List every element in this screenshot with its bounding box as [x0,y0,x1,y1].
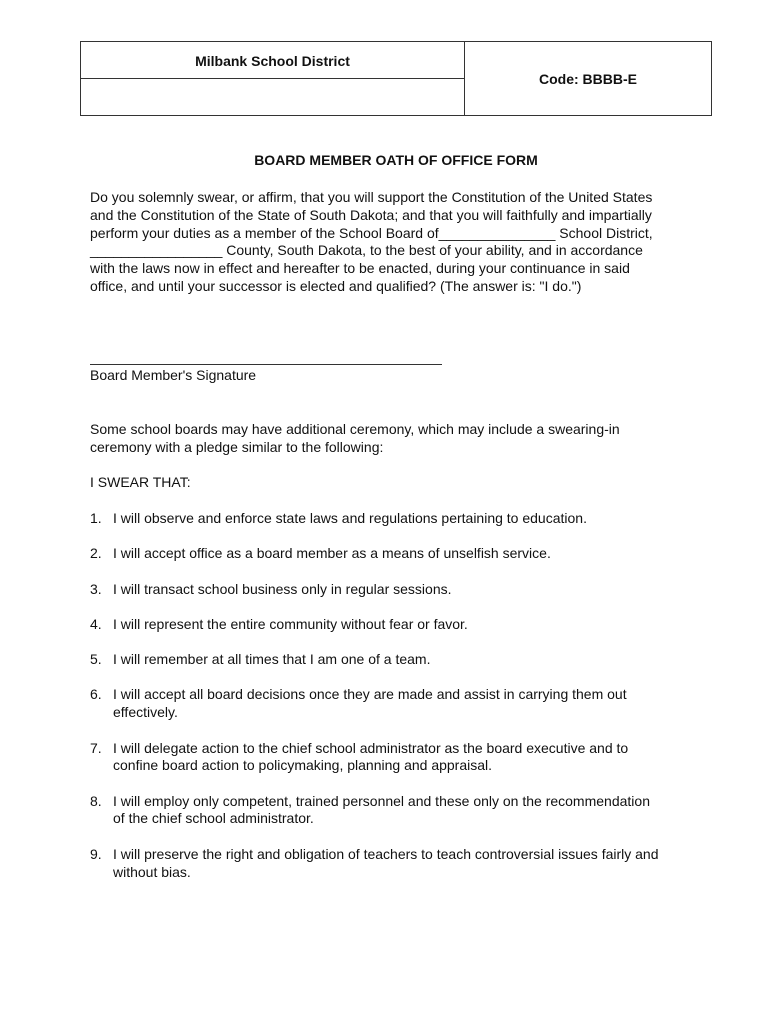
list-item [90,510,710,528]
pledge-text [113,651,710,669]
pledge-text [113,510,710,528]
pledge-line: I will delegate action to the chief school administrator as the board executive and to [113,739,629,756]
oath-line: perform your duties as a member of the School Board of_______________ School District, [90,224,653,241]
pledge-text [113,686,710,722]
pledge-list [90,510,710,899]
pledge-line: I will employ only competent, trained personnel and these only on the recommendation [113,792,650,809]
pledge-number: 2. [90,545,102,562]
oath-line: with the laws now in effect and hereafter to be enacted, during your continuance in said [90,260,630,277]
pledge-number: 3. [90,580,102,597]
pledge-text [113,793,710,829]
form-title: BOARD MEMBER OATH OF OFFICE FORM [254,152,538,168]
pledge-line: I will preserve the right and obligation of teachers to teach controversial issues fairly and [113,845,659,862]
pledge-line: without bias. [113,863,191,880]
pledge-line: of the chief school administrator. [113,810,314,827]
pledge-line: I will observe and enforce state laws and regulations pertaining to education. [113,510,587,526]
list-item [90,686,710,722]
pledge-text [113,846,710,882]
list-item [90,793,710,829]
list-item [90,740,710,776]
pledge-number: 1. [90,510,102,526]
pledge-line: I will remember at all times that I am one of a team. [113,651,431,668]
list-item [90,545,710,563]
oath-paragraph [90,189,710,296]
pledge-line: I will represent the entire community without fear or favor. [113,615,468,632]
header-table [80,41,712,116]
oath-line: _________________ County, South Dakota, to the best of your ability, and in accordance [90,242,643,259]
list-item [90,616,710,634]
pledge-line: effectively. [113,704,178,721]
header-left-cell [81,42,465,115]
pledge-line: confine board action to policymaking, planning and appraisal. [113,757,493,774]
pledge-line: I will accept office as a board member as a means of unselfish service. [113,545,551,562]
list-item [90,846,710,882]
list-item [90,581,710,599]
district-name: Milbank School District [81,42,464,79]
list-item [90,651,710,669]
pledge-number: 6. [90,686,102,703]
oath-line: office, and until your successor is elected and qualified? (The answer is: "I do.") [90,277,582,294]
pledge-text [113,581,710,599]
pledge-number: 9. [90,845,102,862]
ceremony-line: Some school boards may have additional ceremony, which may include a swearing-in [90,421,620,437]
pledge-number: 4. [90,615,102,632]
pledge-number: 7. [90,739,102,756]
pledge-number: 8. [90,792,102,809]
signature-label: Board Member's Signature [90,367,257,383]
pledge-line: I will transact school business only in regular sessions. [113,580,452,597]
ceremony-paragraph [90,421,710,457]
pledge-line: I will accept all board decisions once they are made and assist in carrying them out [113,686,627,703]
pledge-text [113,545,710,563]
pledge-number: 5. [90,651,102,668]
pledge-text [113,616,710,634]
header-empty-cell [81,79,464,115]
oath-line: and the Constitution of the State of South Dakota; and that you will faithfully and impartially [90,206,652,223]
pledge-text [113,740,710,776]
policy-code: Code: BBBB-E [539,70,637,87]
swear-heading: I SWEAR THAT: [90,474,191,490]
ceremony-line: ceremony with a pledge similar to the following: [90,438,384,455]
signature-line[interactable] [90,364,442,365]
oath-line: Do you solemnly swear, or affirm, that you will support the Constitution of the United States [90,189,653,205]
